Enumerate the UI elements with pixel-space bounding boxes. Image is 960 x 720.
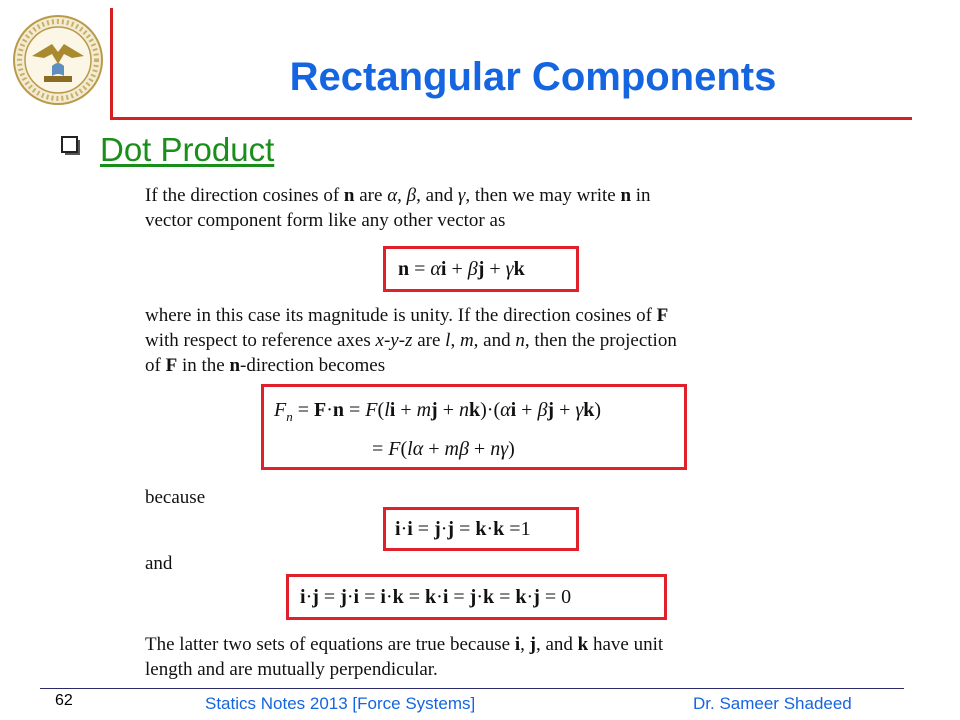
header-horizontal-rule [110, 117, 912, 120]
equation-4: i·j = j·i = i·k = k·i = j·k = k·j = 0 [300, 586, 572, 608]
paragraph-3-line-1: The latter two sets of equations are true because i, j, and k have unit [145, 634, 664, 655]
equation-1: n = αi + βj + γk [398, 258, 525, 280]
paragraph-2-line-3: of F in the n-direction becomes [145, 355, 386, 376]
page-number: 62 [55, 692, 73, 709]
university-seal-icon [12, 14, 104, 106]
paragraph-2-line-2: with respect to reference axes x-y-z are l, m, and n, then the projection [145, 330, 677, 351]
footer-author: Dr. Sameer Shadeed [693, 694, 852, 713]
word-because: because [145, 487, 206, 508]
equation-2-line-1: $F_n = F\cdot n = F(li$ + mj + nk)·(αi + βj + γk) [274, 399, 602, 424]
paragraph-3-line-2: length and are mutually perpendicular. [145, 659, 438, 680]
equation-3: i·i = j·j = k·k =1 [395, 518, 531, 540]
paragraph-1 [145, 183, 651, 233]
footer-rule [40, 688, 904, 689]
footer-course-title: Statics Notes 2013 [Force Systems] [205, 694, 476, 713]
paragraph-2-line-1: where in this case its magnitude is unity. If the direction cosines of F [145, 305, 669, 326]
checkbox-bullet-icon [60, 135, 82, 157]
equation-2-line-2: = F(lα + mβ + nγ) [372, 438, 515, 460]
paragraph-2 [145, 303, 677, 378]
paragraph-1-line-1: If the direction cosines of n are α, β, and γ, then we may write n in [145, 185, 651, 206]
slide-title: Rectangular Components [289, 55, 777, 99]
word-and: and [145, 553, 173, 574]
paragraph-3 [145, 632, 663, 682]
section-subtitle: Dot Product [100, 131, 275, 168]
paragraph-1-line-2: vector component form like any other vector as [145, 210, 506, 231]
